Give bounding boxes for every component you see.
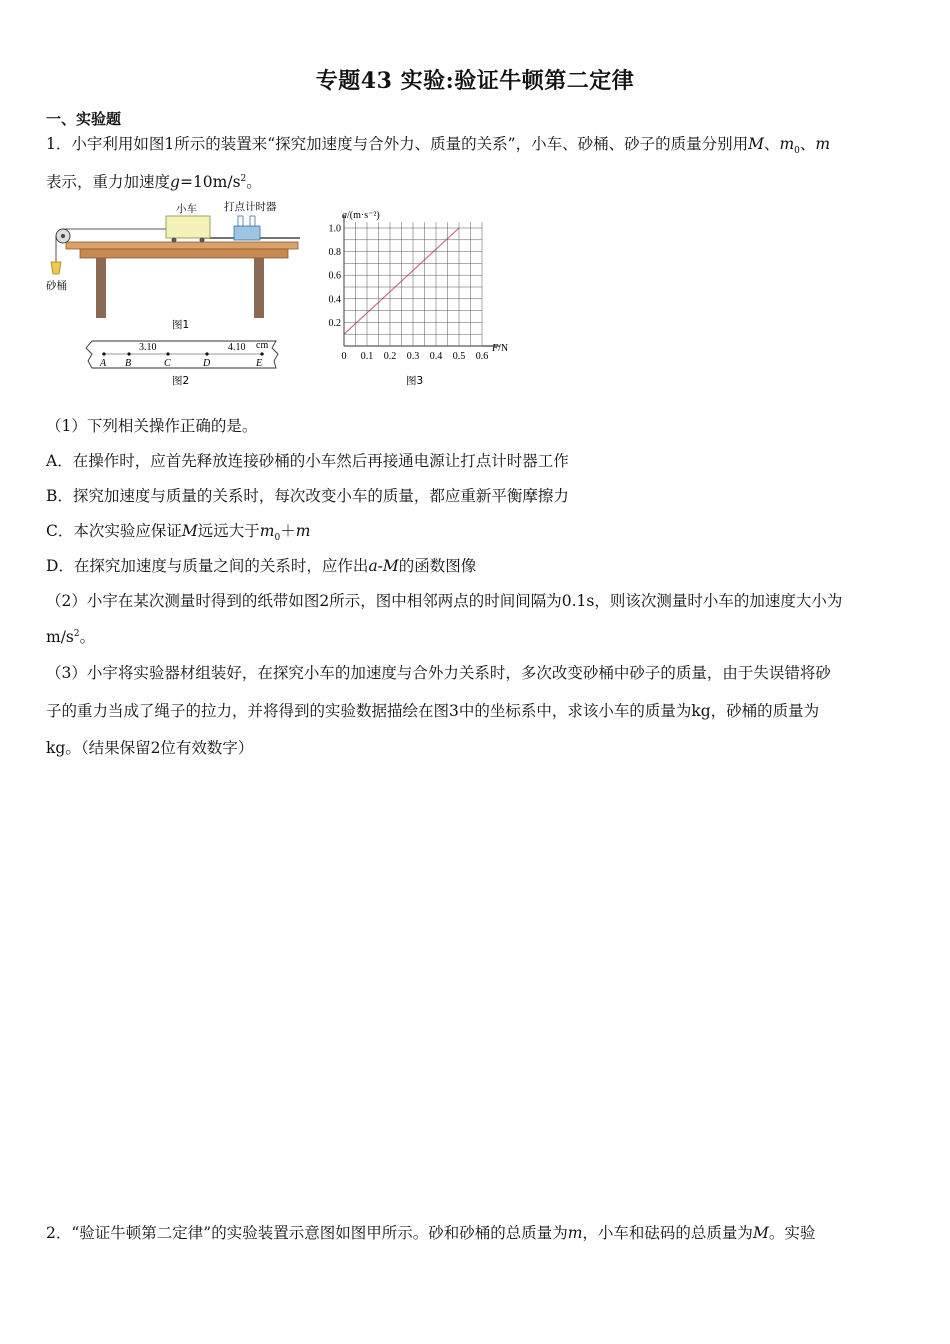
q1-line1: 1．小宇利用如图1所示的装置来“探究加速度与合外力、质量的关系”，小车、砂桶、砂子的质量分别用M、$m_0$、m <box>46 135 831 157</box>
tape-point-D: D <box>203 358 211 369</box>
x-tick-label: 0.6 <box>475 351 489 362</box>
y-tick-label: 0.4 <box>328 294 341 306</box>
tape-dot <box>260 352 263 355</box>
tape-point-E: E <box>256 358 263 369</box>
bucket-label: 砂桶 <box>46 280 67 292</box>
table-leg-right <box>254 258 264 318</box>
section-heading: 一、实验题 <box>46 110 122 128</box>
a-F-chart <box>329 210 509 387</box>
option-A: A．在操作时，应首先释放连接砂桶的小车然后再接通电源让打点计时器工作 <box>46 452 569 470</box>
tape-distance-1: 3.10 <box>139 342 157 353</box>
tape-distance-2: 4.10 <box>228 342 246 353</box>
paper-tape-diagram <box>86 340 278 387</box>
timer-icon <box>234 226 260 240</box>
q1-part3-line1: （3）小宇将实验器材组装好，在探究小车的加速度与合外力关系时，多次改变砂桶中砂子的质量，由于失误错将砂 <box>46 664 831 682</box>
tape-point-C: C <box>164 358 171 369</box>
q1-figure <box>44 196 524 396</box>
table-top <box>80 249 288 258</box>
y-tick-label: 1.0 <box>328 223 341 235</box>
tape-unit: cm <box>256 340 269 351</box>
option-C: C．本次实验应保证M远远大于$m_0+m$ <box>46 522 311 544</box>
q1-line2: 表示，重力加速度$g=10m/s^2$。 <box>46 173 262 191</box>
x-tick-label: 0.5 <box>452 351 466 362</box>
y-tick-label: 0.6 <box>328 270 341 282</box>
apparatus-diagram <box>46 200 300 331</box>
timer-label: 打点计时器 <box>224 201 277 213</box>
tape-dot <box>102 352 105 355</box>
y-tick-label: 0.8 <box>328 247 341 259</box>
x-tick-label: 0.4 <box>429 351 443 362</box>
q2-line1: 2．“验证牛顿第二定律”的实验装置示意图如图甲所示。砂和砂桶的总质量为m，小车和砝码的总质量为M。实验 <box>46 1224 816 1242</box>
x-tick-label: 0.3 <box>406 351 420 362</box>
option-B: B．探究加速度与质量的关系时，每次改变小车的质量，都应重新平衡摩擦力 <box>46 487 569 505</box>
fig2-caption: 图2 <box>172 375 190 387</box>
fig3-caption: 图3 <box>406 375 424 387</box>
tape-point-B: B <box>125 358 132 369</box>
track-board <box>66 242 298 249</box>
x-tick-label: 0.1 <box>360 351 374 362</box>
cart-label: 小车 <box>176 203 197 215</box>
q1-part3-line3: kg。（结果保留2位有效数字） <box>46 739 254 757</box>
sand-bucket-icon <box>51 262 61 274</box>
q1-part2-line2: $m/s^2$。 <box>46 628 96 646</box>
option-D: D．在探究加速度与质量之间的关系时，应作出a-M的函数图像 <box>46 557 477 575</box>
page-title: 专题43 实验:验证牛顿第二定律 <box>315 68 635 94</box>
x-tick-label: 0 <box>341 351 347 362</box>
tape-point-A: A <box>100 358 107 369</box>
tape-dot <box>166 352 169 355</box>
y-tick-label: 0.2 <box>328 317 341 329</box>
y-axis-label: a/(m·s⁻²) <box>342 210 380 221</box>
tape-dot <box>205 352 208 355</box>
q1-part2-line1: （2）小宇在某次测量时得到的纸带如图2所示，图中相邻两点的时间间隔为0.1s，则该次测量时小车的加速度大小为 <box>46 592 843 610</box>
x-axis-label: F/N <box>492 343 509 354</box>
x-tick-label: 0.2 <box>383 351 397 362</box>
table-leg-left <box>96 258 106 318</box>
tape-dot <box>127 352 130 355</box>
paper-tape <box>86 341 278 368</box>
q1-part3-line2: 子的重力当成了绳子的拉力，并将得到的实验数据描绘在图3中的坐标系中，求该小车的质量为kg，砂桶的质量为 <box>46 702 820 720</box>
fig1-caption: 图1 <box>172 319 190 331</box>
q1-part1: （1）下列相关操作正确的是。 <box>46 417 258 435</box>
cart-icon <box>166 216 210 238</box>
